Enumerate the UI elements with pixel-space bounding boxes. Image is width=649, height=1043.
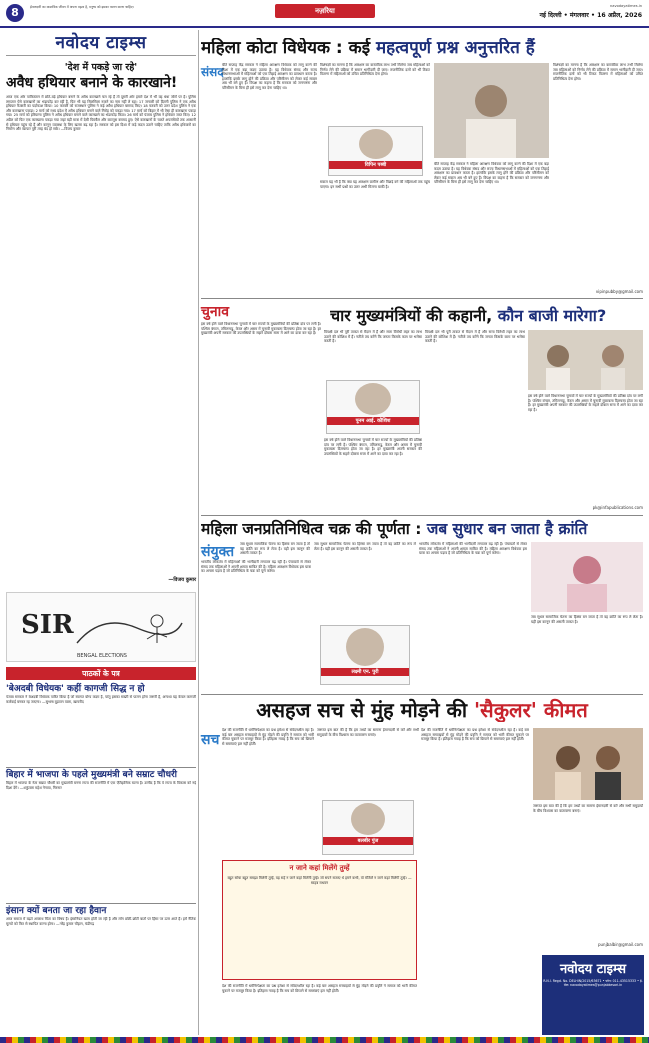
poem-body: बहुत सोचा बहुत समझा मिलेगी तुम्हें, यह राहें न जाने कहां मिलेंगी तुम्हें। जो सपने सजाए थे हमने कभी, वो मंजिलें न जाने कहां मिलेंगी तुम्हें। —साहब राधवन [227, 876, 412, 885]
editorial-kicker: 'देश में पकड़े जा रहे' [64, 62, 138, 73]
article-body: बीते सप्ताह केंद्र सरकार ने महिला आरक्षण विधेयक को लागू करने की दिशा में एक बड़ा कदम उठाया है। यह विधेयक संसद और राज्य विधानसभाओं में महिलाओं को एक तिहाई आरक्षण का प्रावधान करता है। हालांकि इसके लागू होने की प्रक्रिया और परिसीमन को लेकर कई सवाल अब भी बने हुए हैं। विपक्ष का कहना है कि सरकार को जनगणना और परिसीमन के बिना ही इसे लागू कर देना चाहिए था। [222, 63, 317, 90]
header-info [470, 4, 642, 19]
letter-title: बिहार में भाजपा के पहले मुख्यमंत्री बने सम्राट चौधरी [6, 770, 178, 780]
article-body: इस वर्ष होने वाले विधानसभा चुनावों में चार राज्यों के मुख्यमंत्रियों की प्रतिष्ठा दांव पर लगी है। पश्चिम बंगाल, तमिलनाडु, केरल और असम में चुनावी मुकाबला दिलचस्प होता जा रहा है। हर मुख्यमंत्री अपनी सरकार की उपलब्धियों के सहारे दोबारा सत्ता में आने का दावा कर रहा है। [528, 394, 643, 412]
author-name: पूनम आई. कौशिश [327, 417, 419, 425]
footer-imprint [542, 955, 644, 1035]
section-separator [201, 694, 643, 695]
article-body: जब सुधार सामाजिक चेतना का हिस्सा बन जाता है तो वह क्रांति का रूप ले लेता है। यही इस कानून की असली ताकत है। [531, 615, 643, 624]
headline-part: कौन बाजी मारेगा? [497, 306, 607, 325]
article-body: भारतीय लोकतंत्र में महिलाओं की भागीदारी लगातार बढ़ रही है। पंचायतों से लेकर संसद तक महिलाओं ने अपनी क्षमता साबित की है। महिला आरक्षण विधेयक इस यात्रा का अगला पड़ाव है जो प्रतिनिधित्व के चक्र को पूर्ण करेगा। [419, 542, 527, 556]
article-body: देश की राजनीति में धर्मनिरपेक्षता का प्रश्न हमेशा से संवेदनशील रहा है। कई बार असहज सच्चाइयों से मुंह मोड़ने की प्रवृत्ति ने समाज को भारी कीमत चुकाने पर मजबूर किया है। इतिहास गवाह है कि सच को छिपाने से समस्याएं हल नहीं होतीं। [222, 984, 417, 993]
section-separator [201, 298, 643, 299]
header-quote: ईमानदारी का वास्तविक जीवन में अपना महत्व है, मनुष्य को इसका पालन करना चाहिए। [30, 5, 134, 9]
headline-part: महिला जनप्रतिनिधित्व चक्र की पूर्णता : [201, 520, 422, 538]
section-separator [201, 515, 643, 516]
author-box [326, 380, 420, 434]
article-body: विशेषज्ञों का मानना है कि आरक्षण का वास्तविक लाभ तभी मिलेगा जब महिलाओं को निर्णय लेने की प्रक्रिया में समान भागीदारी दी जाए। राजनीतिक दलों को भी टिकट वितरण में महिलाओं को उचित प्रतिनिधित्व देना होगा। [320, 63, 430, 77]
author-email[interactable]: pk@infapublications.com [592, 505, 643, 510]
article-body: जरूरत इस बात की है कि हम तथ्यों का सामना ईमानदारी से करें और सभी समुदायों के बीच विश्वास का वातावरण बनाएं। [317, 728, 419, 737]
letter-title: इंसान क्यों बनता जा रहा हैवान [6, 906, 107, 916]
article-body: देश की राजनीति में धर्मनिरपेक्षता का प्रश्न हमेशा से संवेदनशील रहा है। कई बार असहज सच्चाइयों से मुंह मोड़ने की प्रवृत्ति ने समाज को भारी कीमत चुकाने पर मजबूर किया है। इतिहास गवाह है कि सच को छिपाने से समस्याएं हल नहीं होतीं। [222, 728, 314, 746]
editorial-byline: —विजय कुमार [168, 577, 196, 583]
article-body: जब सुधार सामाजिक चेतना का हिस्सा बन जाता है तो वह क्रांति का रूप ले लेता है। यही इस कानून की असली ताकत है। [314, 542, 416, 551]
header-rule [0, 26, 649, 28]
section-tag: नज़रिया [275, 4, 375, 18]
article-headline [330, 306, 643, 326]
article-women-quota [201, 38, 643, 58]
news-photo [434, 63, 549, 158]
divider [6, 767, 196, 768]
photo-illustration [434, 63, 549, 158]
page-header [0, 0, 649, 26]
article-headline [201, 38, 643, 58]
article-body: भारतीय लोकतंत्र में महिलाओं की भागीदारी लगातार बढ़ रही है। पंचायतों से लेकर संसद तक महिलाओं ने अपनी क्षमता साबित की है। महिला आरक्षण विधेयक इस यात्रा का अगला पड़ाव है जो प्रतिनिधित्व के चक्र को पूर्ण करेगा। [201, 560, 311, 574]
article-headline [201, 698, 643, 722]
divider [6, 55, 196, 56]
article-body: सवाल यह भी है कि क्या यह आरक्षण ग्रामीण और पिछड़े वर्ग की महिलाओं तक पहुंच पाएगा। इन सभी प्रश्नों का उत्तर अभी मिलना बाकी है। [320, 180, 430, 189]
photo-illustration [533, 728, 643, 800]
article-body: विशेषज्ञों का मानना है कि आरक्षण का वास्तविक लाभ तभी मिलेगा जब महिलाओं को निर्णय लेने की प्रक्रिया में समान भागीदारी दी जाए। राजनीतिक दलों को भी टिकट वितरण में महिलाओं को उचित प्रतिनिधित्व देना होगा। [553, 63, 643, 81]
issue-date: नई दिल्ली • मंगलवार • 16 अप्रैल, 2026 [539, 12, 642, 19]
article-body: जरूरत इस बात की है कि हम तथ्यों का सामना ईमानदारी से करें और सभी समुदायों के बीच विश्वास का वातावरण बनाएं। [533, 804, 643, 813]
page-number: 8 [6, 4, 24, 22]
letter-body: बिहार में भाजपा के नेता सम्राट चौधरी का मुख्यमंत्री बनना राज्य की राजनीति में एक ऐतिहासिक घटना है। उम्मीद है कि वे राज्य के विकास को नई दिशा देंगे। —शकुंतला महेश नेनावा, गिरनार [6, 781, 196, 790]
article-body: विपक्षी दल भी पूरी ताकत से मैदान में हैं और सत्ता विरोधी लहर का लाभ उठाने की कोशिश में हैं। नतीजे तय करेंगे कि जनता किसके काम पर भरोसा करती है। [425, 330, 525, 344]
cartoon-caption: BENGAL ELECTIONS [77, 653, 127, 659]
headline-part: असहज सच से मुंह मोड़ने की [256, 698, 468, 722]
author-box [320, 625, 410, 685]
author-name: लक्ष्मी एन. पुरी [321, 668, 409, 676]
letter-body: पंजाब सरकार ने बेअदबी विधेयक पारित किया है जो स्वागत योग्य कदम है, परंतु इसका सख्ती से पालन होना जरूरी है, अन्यथा यह केवल कागजी कार्रवाई बनकर रह जाएगा। —सुभाष बुड़ावन वाला, खाचरौद [6, 695, 196, 704]
column-separator [198, 30, 199, 1035]
headline-part: जब सुधार बन जाता है क्रांति [426, 520, 588, 538]
article-kicker: संयुक्त [201, 544, 235, 560]
divider [6, 903, 196, 904]
photo-illustration [531, 542, 643, 612]
poem-title: न जाने कहां मिलेंगे तुम्हें [289, 864, 350, 872]
article-body: बीते सप्ताह केंद्र सरकार ने महिला आरक्षण विधेयक को लागू करने की दिशा में एक बड़ा कदम उठाया है। यह विधेयक संसद और राज्य विधानसभाओं में महिलाओं को एक तिहाई आरक्षण का प्रावधान करता है। हालांकि इसके लागू होने की प्रक्रिया और परिसीमन को लेकर कई सवाल अब भी बने हुए हैं। विपक्ष का कहना है कि सरकार को जनगणना और परिसीमन के बिना ही इसे लागू कर देना चाहिए था। [434, 162, 549, 185]
letter-title: 'बेअदबी विधेयक' कहीं कागजी सिद्ध न हो [6, 684, 145, 694]
article-body: जब सुधार सामाजिक चेतना का हिस्सा बन जाता है तो वह क्रांति का रूप ले लेता है। यही इस कानून की असली ताकत है। [240, 542, 310, 556]
author-photo [346, 628, 384, 666]
author-box [328, 126, 423, 176]
editorial-body: आज एक ओर पाकिस्तान में छोटे-बड़े हथियार बनाने के अवैध कारखाने चल रहे हैं तो दूसरी ओर हमारे देश में भी यह धंधा जोरों पर है। पुलिस लगातार ऐसे कारखानों का भंडाफोड़ कर रही है, फिर भी यह सिलसिला रुकने का नाम नहीं ले रहा। 17 जनवरी को दिल्ली पुलिस ने एक अवैध हथियार फैक्टरी का पर्दाफाश किया। 10 फरवरी को राजस्थान पुलिस ने कई अवैध हथियार बरामद किए। 18 फरवरी को उत्तर प्रदेश पुलिस ने एक और कारखाना पकड़ा। 2 मार्च को मध्य प्रदेश में अवैध हथियार बनाने वाले गिरोह को पकड़ा गया। 17 मार्च को बिहार में भी ऐसा ही कारखाना पकड़ा गया। 25 मार्च को हरियाणा पुलिस ने अवैध हथियार बनाने वाले कारखाने का भंडाफोड़ किया। 26 मार्च को पंजाब पुलिस ने हथियार जब्त किए। 12 अप्रैल को फिर एक कारखाना पकड़ा गया जहां बड़ी मात्रा में देसी पिस्तौल और कारतूस बरामद हुए। ऐसे कारखानों के चलते अपराधियों तक आसानी से हथियार पहुंच रहे हैं और कानून व्यवस्था के लिए खतरा बढ़ रहा है। सरकार को इस दिशा में कड़े कदम उठाने चाहिए ताकि अवैध हथियारों का निर्माण और व्यापार पूरी तरह बंद हो सके। —विजय कुमार [6, 95, 196, 132]
news-photo [531, 542, 643, 612]
article-body: विपक्षी दल भी पूरी ताकत से मैदान में हैं और सत्ता विरोधी लहर का लाभ उठाने की कोशिश में हैं। नतीजे तय करेंगे कि जनता किसके काम पर भरोसा करती है। [324, 330, 422, 344]
article-body: इस वर्ष होने वाले विधानसभा चुनावों में चार राज्यों के मुख्यमंत्रियों की प्रतिष्ठा दांव पर लगी है। पश्चिम बंगाल, तमिलनाडु, केरल और असम में चुनावी मुकाबला दिलचस्प होता जा रहा है। हर मुख्यमंत्री अपनी सरकार की उपलब्धियों के सहारे दोबारा सत्ता में आने का दावा कर रहा है। [201, 322, 321, 336]
author-box [322, 800, 414, 855]
editorial-column [6, 30, 196, 583]
headline-part: 'सैकुलर' कीमत [474, 698, 588, 722]
author-email[interactable]: punjbalbir@gmail.com [597, 942, 643, 947]
cartoon-label: SIR [21, 610, 74, 640]
author-photo [355, 383, 391, 415]
letters-title: पाठकों के पत्र [6, 667, 196, 680]
article-body: देश की राजनीति में धर्मनिरपेक्षता का प्रश्न हमेशा से संवेदनशील रहा है। कई बार असहज सच्चाइयों से मुंह मोड़ने की प्रवृत्ति ने समाज को भारी कीमत चुकाने पर मजबूर किया है। इतिहास गवाह है कि सच को छिपाने से समस्याएं हल नहीं होतीं। [421, 728, 529, 742]
author-email[interactable]: vipinpubby@gmail.com [595, 289, 643, 294]
masthead: नवोदय टाइम्स [55, 33, 147, 53]
article-body: इस वर्ष होने वाले विधानसभा चुनावों में चार राज्यों के मुख्यमंत्रियों की प्रतिष्ठा दांव पर लगी है। पश्चिम बंगाल, तमिलनाडु, केरल और असम में चुनावी मुकाबला दिलचस्प होता जा रहा है। हर मुख्यमंत्री अपनी सरकार की उपलब्धियों के सहारे दोबारा सत्ता में आने का दावा कर रहा है। [324, 438, 422, 456]
letter-body: आज समाज में बढ़ते अपराध चिंता का विषय हैं। इंसानियत खत्म होती जा रही है और लोग छोटी-छोटी बातों पर हिंसा पर उतर आते हैं। हमें नैतिक मूल्यों को फिर से स्थापित करना होगा। —नरेंद्र कुमार चौहान, चंडीगढ़ [6, 917, 196, 926]
headline-part: महिला कोटा विधेयक : कई [201, 38, 371, 58]
article-kicker: चुनाव [201, 304, 230, 320]
article-kicker: सच [201, 732, 220, 748]
news-photo [533, 728, 643, 800]
editorial-headline: अवैध हथियार बनाने के कारखाने! [6, 75, 178, 91]
photo-illustration [528, 330, 643, 390]
footer-color-strip [0, 1037, 649, 1043]
footer-info: R.N.I. Regd. No. DELHIN/2015/63671 • फोन: 011-43515333 • ई-मेल: navodayatimes@punjabkesari.in [543, 979, 643, 988]
cartoon-drawing [7, 593, 196, 662]
author-photo [359, 129, 393, 159]
news-photo [528, 330, 643, 390]
author-photo [351, 803, 385, 835]
footer-brand: नवोदय टाइम्स [559, 962, 627, 977]
headline-part: महत्वपूर्ण प्रश्न अनुत्तरित हैं [375, 38, 535, 58]
article-headline [201, 519, 643, 539]
article-kicker: संसद [201, 65, 224, 79]
cartoon [6, 592, 196, 662]
site-url[interactable]: navodayatimes.in [609, 4, 642, 8]
headline-part: चार मुख्यमंत्रियों की कहानी, [330, 306, 493, 325]
letters-section [6, 684, 196, 977]
poem-box [222, 860, 417, 980]
author-name: विपिन पब्बी [329, 161, 422, 169]
author-name: बलबीर पुंज [323, 837, 413, 845]
